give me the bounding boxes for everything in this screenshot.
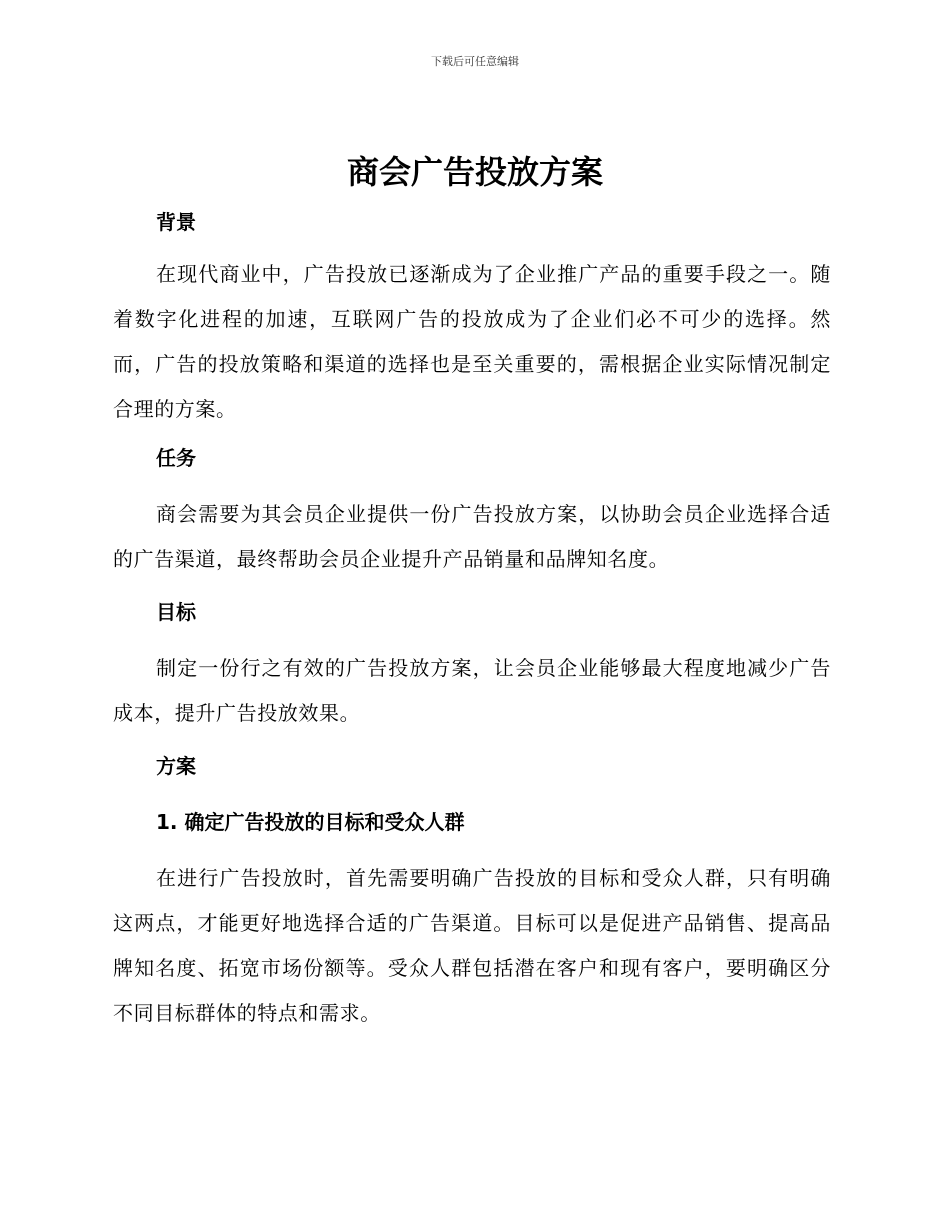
page-header-note: 下载后可任意编辑 [431,55,519,68]
section-text-task: 商会需要为其会员企业提供一份广告投放方案，以协助会员企业选择合适的广告渠道，最终帮助会员企业提升产品销量和品牌知名度。 [113,502,831,571]
document-title: 商会广告投放方案 [346,153,603,191]
section-heading-background: 背景 [156,210,196,234]
document-body [113,200,831,1036]
section-heading-task: 任务 [156,446,196,470]
section-heading-plan: 方案 [156,754,196,778]
section-text-goal: 制定一份行之有效的广告投放方案，让会员企业能够最大程度地减少广告成本，提升广告投放效果。 [113,656,831,725]
section-heading-goal: 目标 [156,600,196,624]
subsection-heading-step1: 1. 确定广告投放的目标和受众人群 [156,810,465,834]
section-text-background: 在现代商业中，广告投放已逐渐成为了企业推广产品的重要手段之一。随着数字化进程的加速，互联网广告的投放成为了企业们必不可少的选择。然而，广告的投放策略和渠道的选择也是至关重要的，需根据企业实际情况制定合理的方案。 [113,262,831,421]
subsection-text-step1: 在进行广告投放时，首先需要明确广告投放的目标和受众人群，只有明确这两点，才能更好地选择合适的广告渠道。目标可以是促进产品销售、提高品牌知名度、拓宽市场份额等。受众人群包括潜在客户和现有客户，要明确区分不同目标群体的特点和需求。 [113,866,831,1025]
